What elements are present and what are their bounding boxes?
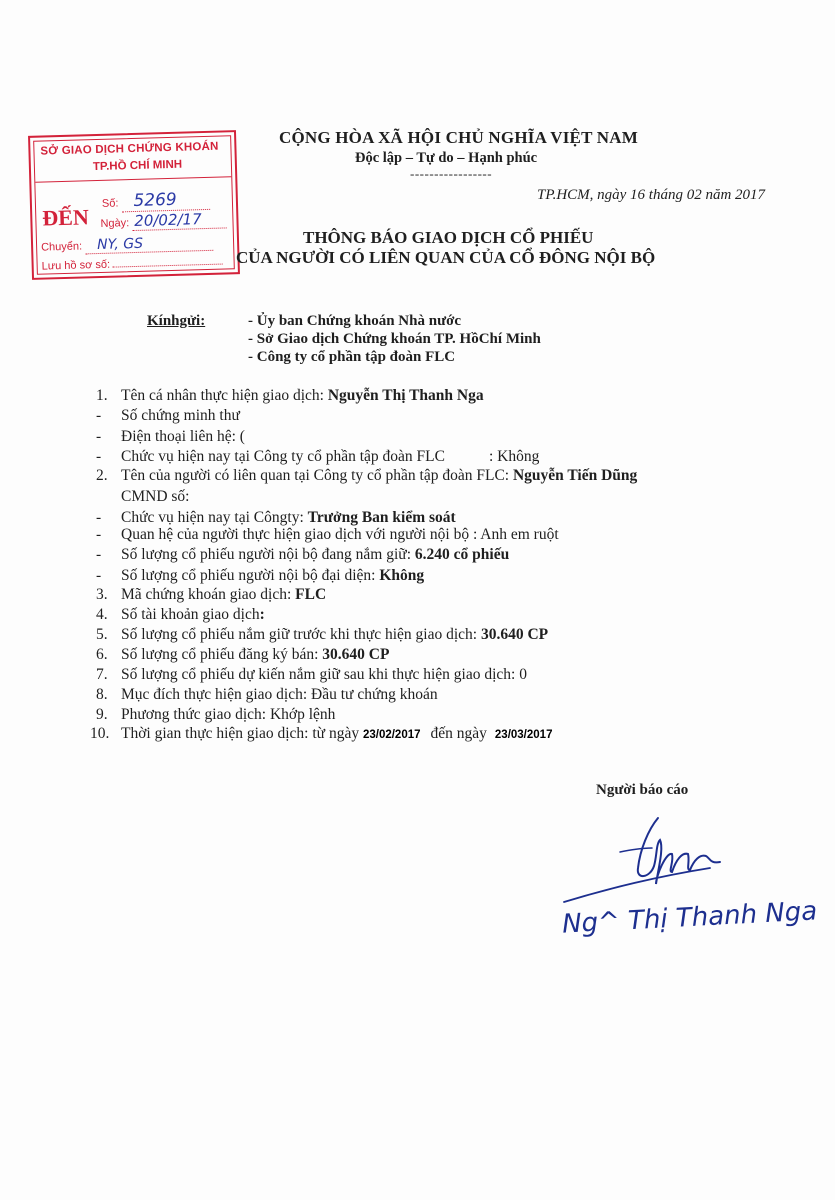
item-value: FLC (295, 586, 327, 603)
stamp-ngay-label: Ngày: (100, 217, 130, 230)
item-marker: 1. (96, 387, 108, 404)
stamp-org-line1: SỞ GIAO DỊCH CHỨNG KHOÁN (40, 140, 219, 158)
item-text: Số lượng cổ phiếu đăng ký bán: (121, 646, 323, 663)
item-value: 30.640 CP (322, 646, 390, 663)
item-text: Quan hệ của người thực hiện giao dịch với người nội bộ : Anh em ruột (121, 526, 559, 543)
list-item (96, 406, 240, 426)
item-text: Thời gian thực hiện giao dịch: từ ngày (121, 725, 363, 742)
item-value: Không (379, 567, 425, 584)
item-text: Phương thức giao dịch: Khớp lệnh (121, 706, 336, 723)
stamp-den: ĐẾN (41, 204, 90, 231)
stamp-ngay-dots (132, 209, 226, 231)
date-from: 23/02/2017 (362, 729, 421, 741)
item-text-mid: đến ngày (430, 725, 487, 742)
document-title-line1: THÔNG BÁO GIAO DỊCH CỔ PHIẾU (303, 228, 594, 247)
item-text: Số lượng cổ phiếu dự kiến nắm giữ sau khi thực hiện giao dịch: 0 (121, 666, 527, 683)
list-item (90, 724, 552, 745)
item-marker: - (96, 509, 102, 526)
place-date: TP.HCM, ngày 16 tháng 02 năm 2017 (537, 187, 766, 203)
stamp-so-label: Số: (101, 197, 119, 210)
item-marker: 9. (96, 706, 108, 723)
header-separator: ----------------- (410, 166, 493, 181)
document-title-line2: CỦA NGƯỜI CÓ LIÊN QUAN CỦA CỔ ĐÔNG NỘI BỘ (236, 248, 656, 267)
item-marker: 10. (90, 725, 110, 742)
item-marker: - (96, 546, 102, 563)
item-value: Nguyễn Tiến Dũng (512, 467, 638, 484)
item-value: 30.640 CP (480, 626, 549, 643)
list-item (96, 487, 189, 507)
list-item (96, 427, 245, 447)
item-text: Số chứng minh thư (121, 407, 240, 424)
item-text: Số lượng cổ phiếu nắm giữ trước khi thực hiện giao dịch: (121, 626, 481, 643)
item-value: : (259, 606, 265, 623)
item-value: : Không (488, 448, 540, 465)
item-text: Số tài khoản giao dịch (121, 606, 260, 623)
stamp-ngay-row (100, 209, 226, 232)
list-item (96, 625, 548, 645)
list-item (96, 605, 265, 625)
item-text: Số lượng cổ phiếu người nội bộ đang nắm giữ: (121, 546, 415, 563)
list-item (96, 545, 509, 565)
item-marker: 8. (96, 686, 108, 703)
item-text: Tên cá nhân thực hiện giao dịch: (121, 387, 328, 404)
item-marker: 2. (96, 467, 108, 484)
item-text: Điện thoại liên hệ: ( (121, 428, 245, 445)
national-motto: Độc lập – Tự do – Hạnh phúc (355, 150, 538, 166)
list-item (96, 466, 637, 486)
item-value: 6.240 cổ phiếu (414, 546, 510, 563)
addressee-item: - Ủy ban Chứng khoán Nhà nước (248, 313, 462, 329)
item-marker: 5. (96, 626, 108, 643)
stamp-luu-label: Lưu hồ sơ số: (41, 258, 111, 273)
stamp-chuyen-value: NY, GS (96, 235, 144, 254)
item-marker: - (96, 428, 102, 445)
item-marker: - (96, 526, 102, 543)
item-text: Chức vụ hiện nay tại Côngty: (121, 509, 308, 526)
country-name: CỘNG HÒA XÃ HỘI CHỦ NGHĨA VIỆT NAM (279, 128, 638, 147)
list-item (96, 665, 527, 685)
list-item (96, 645, 389, 665)
list-item (96, 585, 326, 605)
stamp-org-line2: TP.HỒ CHÍ MINH (92, 158, 183, 174)
item-marker: 3. (96, 586, 108, 603)
reporter-label: Người báo cáo (596, 782, 689, 798)
item-text: Tên của người có liên quan tại Công ty cổ phần tập đoàn FLC: (121, 467, 513, 484)
stamp-so-row (102, 189, 210, 213)
item-text: Số lượng cổ phiếu người nội bộ đại diện: (121, 567, 380, 584)
handwritten-name: Ng^ Thị Thanh Nga (561, 896, 818, 940)
item-text: Mục đích thực hiện giao dịch: Đầu tư chứng khoán (121, 686, 438, 703)
list-item (96, 566, 424, 586)
stamp-chuyen-dots (85, 234, 213, 255)
item-marker: 7. (96, 666, 108, 683)
addressee-label: Kínhgửi: (147, 313, 206, 329)
stamp-ngay-value: 20/02/17 (134, 210, 202, 230)
item-marker: - (96, 567, 102, 584)
item-value: Trưởng Ban kiểm soát (307, 509, 456, 526)
item-value: Nguyễn Thị Thanh Nga (327, 387, 484, 404)
list-item (96, 386, 484, 406)
stamp-luu-dots (113, 264, 223, 268)
item-marker: - (96, 407, 102, 424)
item-marker: 6. (96, 646, 108, 663)
received-stamp (28, 130, 240, 280)
stamp-chuyen-label: Chuyển: (40, 240, 83, 254)
addressee-item: - Công ty cổ phần tập đoàn FLC (248, 349, 456, 365)
item-text: Chức vụ hiện nay tại Công ty cổ phần tập đoàn FLC (121, 448, 445, 465)
item-text: CMND số: (121, 488, 190, 505)
item-text: Mã chứng khoán giao dịch: (121, 586, 296, 603)
list-item (96, 705, 335, 725)
list-item (96, 525, 559, 545)
list-item (96, 685, 438, 705)
item-marker: - (96, 448, 102, 465)
date-to: 23/03/2017 (494, 729, 553, 741)
list-item (96, 447, 539, 467)
stamp-so-value: 5269 (133, 189, 177, 212)
addressee-item: - Sở Giao dịch Chứng khoán TP. HồChí Minh (248, 331, 541, 347)
stamp-so-dots (121, 189, 210, 212)
item-marker: 4. (96, 606, 108, 623)
